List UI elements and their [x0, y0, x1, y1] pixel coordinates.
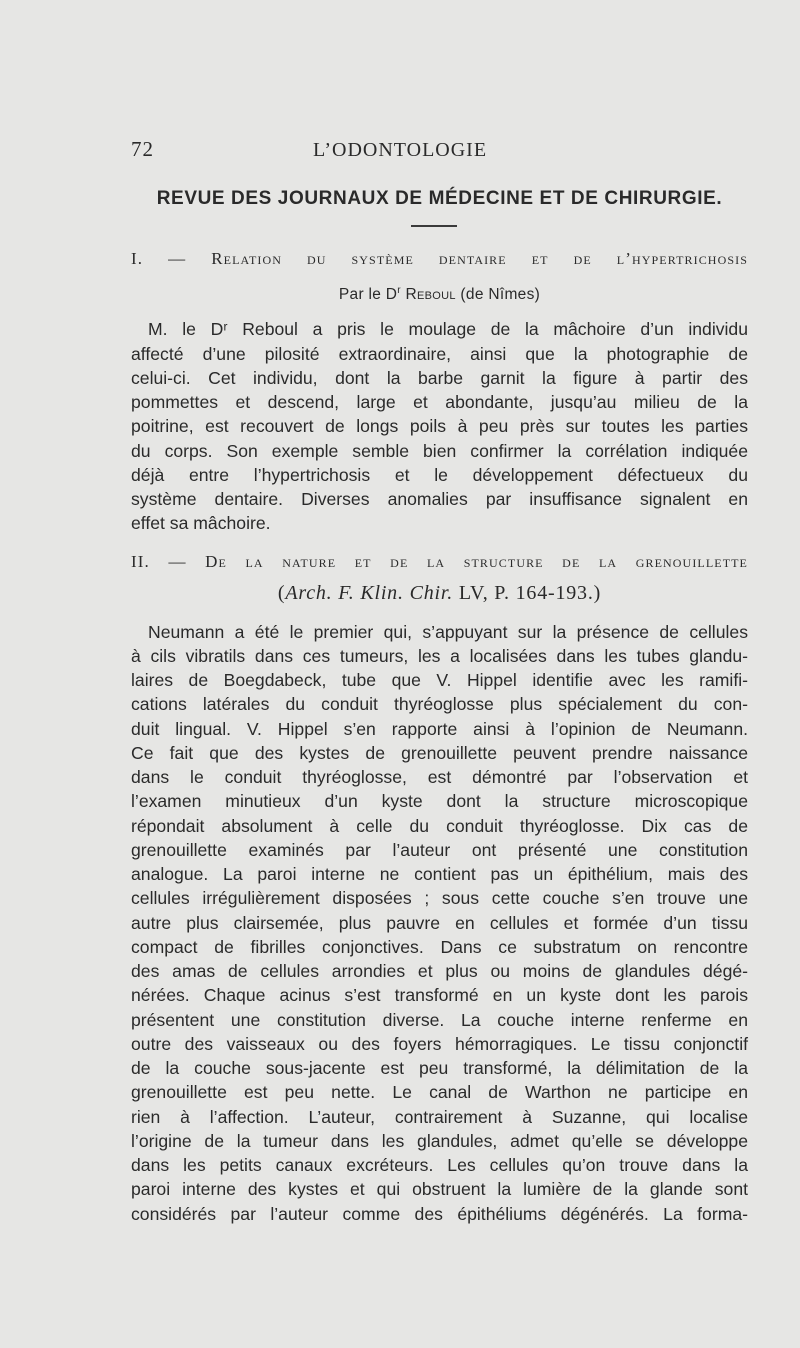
title-divider — [411, 225, 457, 227]
article-2-line: grenouillette est peu nette. Le canal de Warthon ne participe en — [131, 1082, 748, 1102]
article-2-line: analogue. La paroi interne ne contient pas un épithélium, mais des — [131, 864, 748, 884]
article-2-line: dans les petits canaux excréteurs. Les cellules qu’on trouve dans la — [131, 1155, 748, 1175]
article-2-line: de la couche sous-jacente est peu transformé, la délimitation de la — [131, 1058, 748, 1078]
article-2-heading: II. — De la nature et de la structure de la grenouillette — [131, 552, 748, 571]
article-2-line: rien à l’affection. L’auteur, contrairement à Suzanne, qui localise — [131, 1107, 748, 1127]
article-2-line: cations latérales du conduit thyréoglosse plus spécialement du con- — [131, 694, 748, 714]
article-1-line: pommettes et descend, large et abondante, jusqu’au milieu de la — [131, 392, 748, 412]
article-2-line: nérées. Chaque acinus s’est transformé en un kyste dont les parois — [131, 985, 748, 1005]
article-2-line: autre plus clairsemée, plus pauvre en cellules et formée d’un tissu — [131, 913, 748, 933]
article-2-line: des amas de cellules arrondies et plus ou moins de glandules dégé- — [131, 961, 748, 981]
article-1-line: M. le Dʳ Reboul a pris le moulage de la mâchoire d’un individu — [148, 319, 748, 339]
article-2-line: cellules irrégulièrement disposées ; sous cette couche s’en trouve une — [131, 888, 748, 908]
article-2-line: dans le conduit thyréoglosse, est démontré par l’observation et — [131, 767, 748, 787]
article-2-line: outre des vaisseaux ou des foyers hémorragiques. Le tissu conjonctif — [131, 1034, 748, 1054]
article-1-line: effet sa mâchoire. — [131, 513, 271, 533]
running-title: L’ODONTOLOGIE — [312, 139, 488, 161]
page-number: 72 — [131, 137, 154, 161]
article-2-line: paroi interne des kystes et qui obstruent la lumière de la glande sont — [131, 1179, 748, 1199]
article-2-line: l’examen minutieux d’un kyste dont la structure microscopique — [131, 791, 748, 811]
article-1-line: du corps. Son exemple semble bien confirmer la corrélation indiquée — [131, 441, 748, 461]
article-2-citation: (Arch. F. Klin. Chir. LV, P. 164-193.) — [277, 582, 602, 604]
article-1-line: affecté d’une pilosité extraordinaire, ainsi que la photographie de — [131, 344, 748, 364]
article-2-line: à cils vibratils dans ces tumeurs, les a localisées dans les tubes glandu- — [131, 646, 748, 666]
article-2-line: répondait absolument à celle du conduit thyréoglosse. Dix cas de — [131, 816, 748, 836]
article-2-line: l’origine de la tumeur dans les glandules, admet qu’elle se développe — [131, 1131, 748, 1151]
article-1-line: celui-ci. Cet individu, dont la barbe garnit la figure à partir des — [131, 368, 748, 388]
article-2-line: présentent une constitution diverse. La couche interne renferme en — [131, 1010, 748, 1030]
article-2-line: Ce fait que des kystes de grenouillette peuvent prendre naissance — [131, 743, 748, 763]
article-1-line: déjà entre l’hypertrichosis et le développement défectueux du — [131, 465, 748, 485]
article-1-line: système dentaire. Diverses anomalies par insuffisance signalent en — [131, 489, 748, 509]
article-1-byline: Par le $D^r$ Reboul (de Nîmes) — [338, 285, 541, 304]
article-2-line: grenouillette examinés par l’auteur ont présenté une constitution — [131, 840, 748, 860]
article-1-line: poitrine, est recouvert de longs poils à peu près sur toutes les parties — [131, 416, 748, 436]
section-title: REVUE DES JOURNAUX DE MÉDECINE ET DE CHIRURGIE. — [156, 188, 723, 209]
article-2-line: considérés par l’auteur comme des épithéliums dégénérés. La forma- — [131, 1204, 748, 1224]
article-2-line: duit lingual. V. Hippel s’en rapporte ainsi à l’opinion de Neumann. — [131, 719, 748, 739]
article-1-heading: I. — Relation du système dentaire et de l’hypertrichosis — [131, 249, 748, 268]
article-2-line: compact de fibrilles conjonctives. Dans ce substratum on rencontre — [131, 937, 748, 957]
article-2-line: laires de Boegdabeck, tube que V. Hippel identifie avec les ramifi- — [131, 670, 748, 690]
article-2-line: Neumann a été le premier qui, s’appuyant sur la présence de cellules — [148, 622, 748, 642]
